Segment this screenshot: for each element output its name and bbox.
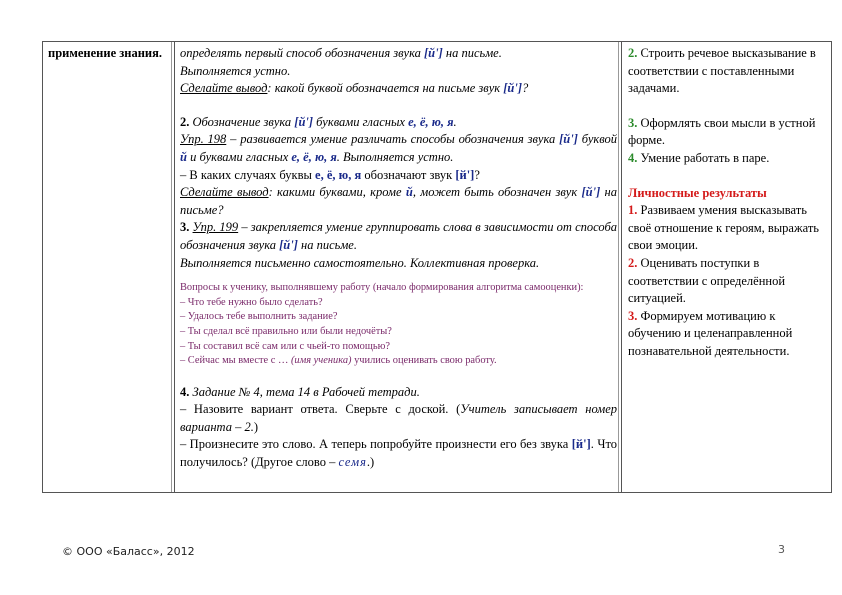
sound-symbol: [й']	[559, 132, 578, 147]
underlined-text: Сделайте вывод	[180, 81, 268, 96]
content-column	[176, 42, 622, 492]
lesson-table	[42, 41, 832, 493]
text: Развиваем умения высказывать своё отношение к героям, выражать свои эмоции.	[628, 203, 820, 253]
text: ?	[522, 81, 529, 96]
text: . Выполняется устно.	[336, 149, 454, 164]
outcome-number: 1.	[628, 203, 638, 218]
outcomes-column	[623, 42, 831, 492]
text: – Произнесите это слово. А теперь попробуйте произнести его без звука	[180, 437, 572, 452]
letter: й	[405, 185, 413, 200]
text: учились оценивать свою работу.	[351, 355, 497, 367]
underlined-text: Сделайте вывод	[180, 185, 269, 200]
outcome-3	[628, 115, 826, 150]
underlined-text: Упр. 198	[180, 132, 227, 147]
text: Умение работать в паре.	[637, 150, 770, 165]
section-number: 4.	[180, 384, 190, 399]
underlined-text: Упр. 199	[192, 220, 239, 235]
text: и буквами гласных	[186, 149, 292, 164]
text: , может быть обозначен звук	[412, 185, 582, 200]
outcome-2	[628, 45, 826, 98]
text: на письме.	[297, 237, 357, 252]
outcome-number: 2.	[628, 46, 638, 60]
section-number: 3.	[180, 220, 190, 235]
text: Оценивать поступки в соответствии с определённой ситуацией.	[628, 255, 786, 306]
text: .	[453, 114, 457, 129]
question-item: – Ты составил всё сам или с чьей-то помощью?	[180, 340, 390, 352]
sound-symbol: [й']	[503, 81, 522, 96]
text: Обозначение звука	[189, 114, 295, 129]
question-item: – Ты сделал всё правильно или были недочёты?	[180, 325, 392, 337]
text: – Назовите вариант ответа. Сверьте с доской. (	[180, 402, 461, 417]
outcome-number: 3.	[628, 308, 638, 323]
text: Учитель записывает номер варианта – 2.	[180, 402, 618, 434]
question-item-last	[180, 354, 617, 369]
outcome-4	[628, 150, 826, 168]
page-number: 3	[778, 543, 785, 556]
personal-1	[628, 202, 826, 255]
text: на письме.	[442, 46, 502, 60]
paragraph-first-way	[180, 45, 617, 63]
text: Задание № 4, тема 14 в Рабочей тетради.	[189, 384, 420, 399]
text: на письме?	[180, 185, 617, 217]
exercise-198	[180, 131, 617, 166]
sound-symbol: [й']	[279, 237, 298, 252]
section-2-heading	[180, 114, 617, 132]
text: буквой	[577, 132, 617, 147]
outcome-number: 4.	[628, 150, 638, 165]
sound-symbol: [й']	[424, 46, 443, 60]
text: – Сейчас мы вместе с …	[180, 355, 291, 367]
exercise-199-exec: Выполняется письменно самостоятельно. Коллективная проверка.	[180, 255, 540, 270]
section-number: 2.	[180, 114, 190, 129]
personal-results-heading: Личностные результаты	[628, 185, 767, 200]
letter: й	[180, 149, 187, 164]
personal-3	[628, 308, 826, 361]
outcome-number: 2.	[628, 255, 638, 270]
text: .)	[366, 455, 375, 470]
task-4-line-2	[180, 436, 617, 471]
text: Оформлять свои мысли в устной форме.	[628, 115, 816, 148]
text: (имя ученика)	[290, 355, 352, 367]
sound-symbol: [й']	[294, 114, 314, 129]
text: . Что получилось? (Другое слово –	[180, 437, 617, 470]
questions-intro: Вопросы к ученику, выполнявшему работу (начало формирования алгоритма самооценки):	[180, 282, 584, 294]
sound-symbol: [й']	[571, 437, 591, 452]
exercise-199	[180, 219, 617, 254]
paragraph-conclusion-1	[180, 80, 617, 98]
text: Формируем мотивацию к обучению и целенаправленной познавательной деятельности.	[628, 308, 793, 358]
letters: е, ё, ю, я	[315, 167, 362, 182]
copyright-footer: © ООО «Баласс», 2012	[62, 545, 195, 558]
sound-symbol: [й']	[455, 167, 475, 182]
stage-label: применение знания.	[48, 46, 163, 60]
text: – В каких случаях буквы	[180, 167, 316, 182]
question-item: – Что тебе нужно было сделать?	[180, 296, 323, 308]
text: Строить речевое высказывание в соответствии с поставленными задачами.	[628, 46, 816, 96]
text: ?	[474, 167, 480, 182]
sound-symbol: [й']	[581, 185, 601, 200]
text: : какой буквой обозначается на письме звук	[267, 81, 504, 96]
text: )	[253, 419, 259, 434]
answer-word: семя	[338, 455, 367, 470]
section-4-heading	[180, 384, 617, 402]
question-item: – Удалось тебе выполнить задание?	[180, 311, 338, 323]
text: буквами гласных	[313, 114, 409, 129]
question-cases	[180, 167, 617, 185]
text: определять первый способ обозначения звука	[180, 46, 425, 60]
paragraph-oral: Выполняется устно.	[180, 63, 291, 78]
letters: е, ё, ю, я	[408, 114, 454, 129]
text: – закрепляется умение группировать слова в зависимости от способа обозначения звука	[180, 220, 617, 252]
stage-column	[43, 42, 175, 492]
personal-2	[628, 255, 826, 308]
text: : какими буквами, кроме	[268, 185, 406, 200]
paragraph-conclusion-2	[180, 184, 617, 219]
text: – развивается умение различать способы обозначения звука	[226, 132, 560, 147]
outcome-number: 3.	[628, 115, 638, 130]
text: обозначают звук	[361, 167, 456, 182]
task-4-line-1	[180, 401, 617, 436]
letters: е, ё, ю, я	[291, 149, 337, 164]
